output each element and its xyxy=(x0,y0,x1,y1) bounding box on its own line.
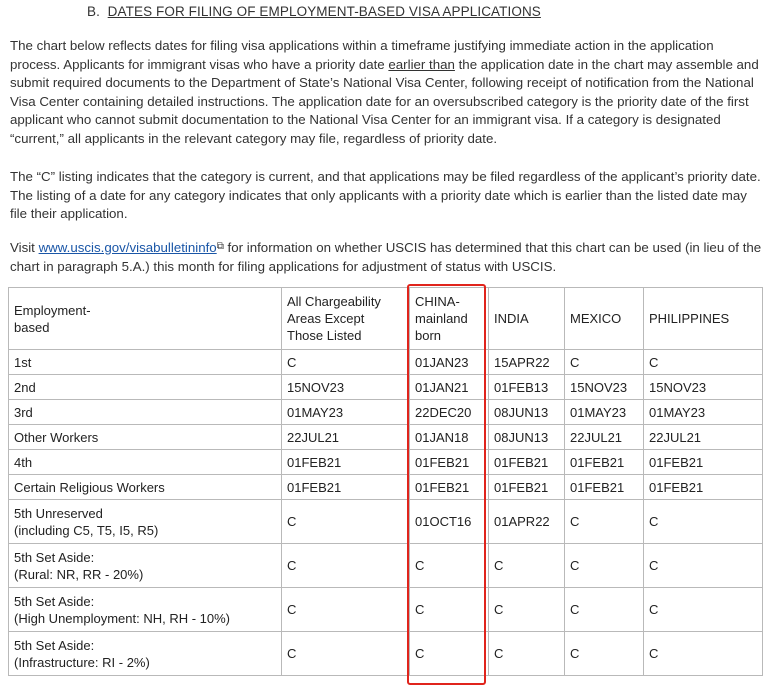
date-cell: 01FEB21 xyxy=(489,475,565,500)
table-row xyxy=(9,544,763,588)
date-cell: 22JUL21 xyxy=(565,425,644,450)
paragraph1-underlined: earlier than xyxy=(388,56,455,72)
column-header: All Chargeability Areas Except Those Listed xyxy=(282,288,410,350)
category-cell: 3rd xyxy=(9,400,282,425)
date-cell: 22JUL21 xyxy=(644,425,763,450)
date-cell: 01FEB21 xyxy=(644,450,763,475)
paragraph-current-listing xyxy=(10,168,766,224)
date-cell: 01MAY23 xyxy=(644,400,763,425)
category-cell: Certain Religious Workers xyxy=(9,475,282,500)
date-cell: C xyxy=(489,544,565,588)
column-header: CHINA- mainland born xyxy=(410,288,489,350)
date-cell: 01FEB21 xyxy=(565,475,644,500)
date-cell: C xyxy=(282,588,410,632)
date-cell: C xyxy=(644,632,763,676)
date-cell: 01FEB21 xyxy=(282,475,410,500)
date-cell: 01JAN18 xyxy=(410,425,489,450)
category-cell: 5th Set Aside: (Rural: NR, RR - 20%) xyxy=(9,544,282,588)
section-heading xyxy=(87,4,541,19)
table-row xyxy=(9,632,763,676)
category-cell: 2nd xyxy=(9,375,282,400)
paragraph3-after: for information on whether USCIS has determined that this chart can be used (in lieu of the chart in paragraph 5.A.) this month for filing applications for adjustment of status with USCIS. xyxy=(10,240,762,274)
category-cell: 1st xyxy=(9,350,282,375)
date-cell: C xyxy=(489,588,565,632)
date-cell: 01JAN21 xyxy=(410,375,489,400)
date-cell: C xyxy=(644,588,763,632)
table-body xyxy=(9,350,763,676)
paragraph2-text: The “C” listing indicates that the category is current, and that applications may be filed regardless of the applicant’s priority date. The listing of a date for any category indicates that only applicants with a priority date which is earlier than the listed date may file their application. xyxy=(10,169,761,221)
date-cell: C xyxy=(282,350,410,375)
table-row xyxy=(9,588,763,632)
table-row xyxy=(9,350,763,375)
paragraph-dates-for-filing xyxy=(10,37,766,148)
date-cell: 08JUN13 xyxy=(489,400,565,425)
date-cell: 01MAY23 xyxy=(282,400,410,425)
date-cell: C xyxy=(644,350,763,375)
paragraph1-part1: The chart below reflects dates for filing visa applications within a timeframe justifying immediate action in the application process. Applicants for immigrant visas who have a priority date xyxy=(10,38,714,72)
table-row xyxy=(9,400,763,425)
paragraph1-part2: the application date in the chart may assemble and submit required documents to the Department of State’s National Visa Center, following receipt of notification from the National Visa Center containing detailed instructions. The application date for an oversubscribed category is the priority date of the first applicant who cannot submit documentation to the National Visa Center for an immigrant visa. If a category is designated “current,” all applicants in the relevant category may file, regardless of priority date. xyxy=(10,56,759,146)
category-cell: 5th Unreserved (including C5, T5, I5, R5) xyxy=(9,500,282,544)
date-cell: C xyxy=(489,632,565,676)
date-cell: 15NOV23 xyxy=(644,375,763,400)
table-row xyxy=(9,500,763,544)
date-cell: C xyxy=(565,350,644,375)
date-cell: C xyxy=(565,588,644,632)
date-cell: C xyxy=(644,544,763,588)
category-cell: Other Workers xyxy=(9,425,282,450)
china-column-highlight xyxy=(407,284,486,685)
category-cell: 5th Set Aside: (High Unemployment: NH, RH - 10%) xyxy=(9,588,282,632)
table-row xyxy=(9,375,763,400)
date-cell: C xyxy=(410,588,489,632)
visa-dates-table xyxy=(8,287,763,676)
date-cell: 01FEB21 xyxy=(565,450,644,475)
table-row xyxy=(9,450,763,475)
date-cell: 01FEB21 xyxy=(644,475,763,500)
date-cell: 01FEB21 xyxy=(410,450,489,475)
column-header: Employment- based xyxy=(9,288,282,350)
table-row xyxy=(9,425,763,450)
date-cell: 01OCT16 xyxy=(410,500,489,544)
date-cell: C xyxy=(565,544,644,588)
date-cell: 01MAY23 xyxy=(565,400,644,425)
date-cell: 22JUL21 xyxy=(282,425,410,450)
uscis-link[interactable]: www.uscis.gov/visabulletininfo xyxy=(38,240,217,255)
category-cell: 5th Set Aside: (Infrastructure: RI - 2%) xyxy=(9,632,282,676)
date-cell: C xyxy=(282,632,410,676)
date-cell: 08JUN13 xyxy=(489,425,565,450)
date-cell: 01JAN23 xyxy=(410,350,489,375)
date-cell: C xyxy=(282,500,410,544)
table-row xyxy=(9,475,763,500)
heading-title: DATES FOR FILING OF EMPLOYMENT-BASED VISA APPLICATIONS xyxy=(107,4,541,19)
external-link-icon[interactable]: ⧉ xyxy=(216,241,224,252)
date-cell: C xyxy=(282,544,410,588)
heading-prefix: B. xyxy=(87,4,100,19)
column-header: PHILIPPINES xyxy=(644,288,763,350)
column-header: MEXICO xyxy=(565,288,644,350)
date-cell: 15APR22 xyxy=(489,350,565,375)
date-cell: 01FEB13 xyxy=(489,375,565,400)
date-cell: C xyxy=(644,500,763,544)
paragraph3-before: Visit xyxy=(10,240,39,255)
date-cell: C xyxy=(565,500,644,544)
date-cell: 22DEC20 xyxy=(410,400,489,425)
paragraph-uscis-visit xyxy=(10,238,766,276)
date-cell: 01APR22 xyxy=(489,500,565,544)
date-cell: 01FEB21 xyxy=(282,450,410,475)
date-cell: 15NOV23 xyxy=(565,375,644,400)
date-cell: C xyxy=(410,544,489,588)
table-header-row xyxy=(9,288,763,350)
category-cell: 4th xyxy=(9,450,282,475)
date-cell: C xyxy=(565,632,644,676)
date-cell: 01FEB21 xyxy=(410,475,489,500)
column-header: INDIA xyxy=(489,288,565,350)
date-cell: 01FEB21 xyxy=(489,450,565,475)
date-cell: C xyxy=(410,632,489,676)
date-cell: 15NOV23 xyxy=(282,375,410,400)
